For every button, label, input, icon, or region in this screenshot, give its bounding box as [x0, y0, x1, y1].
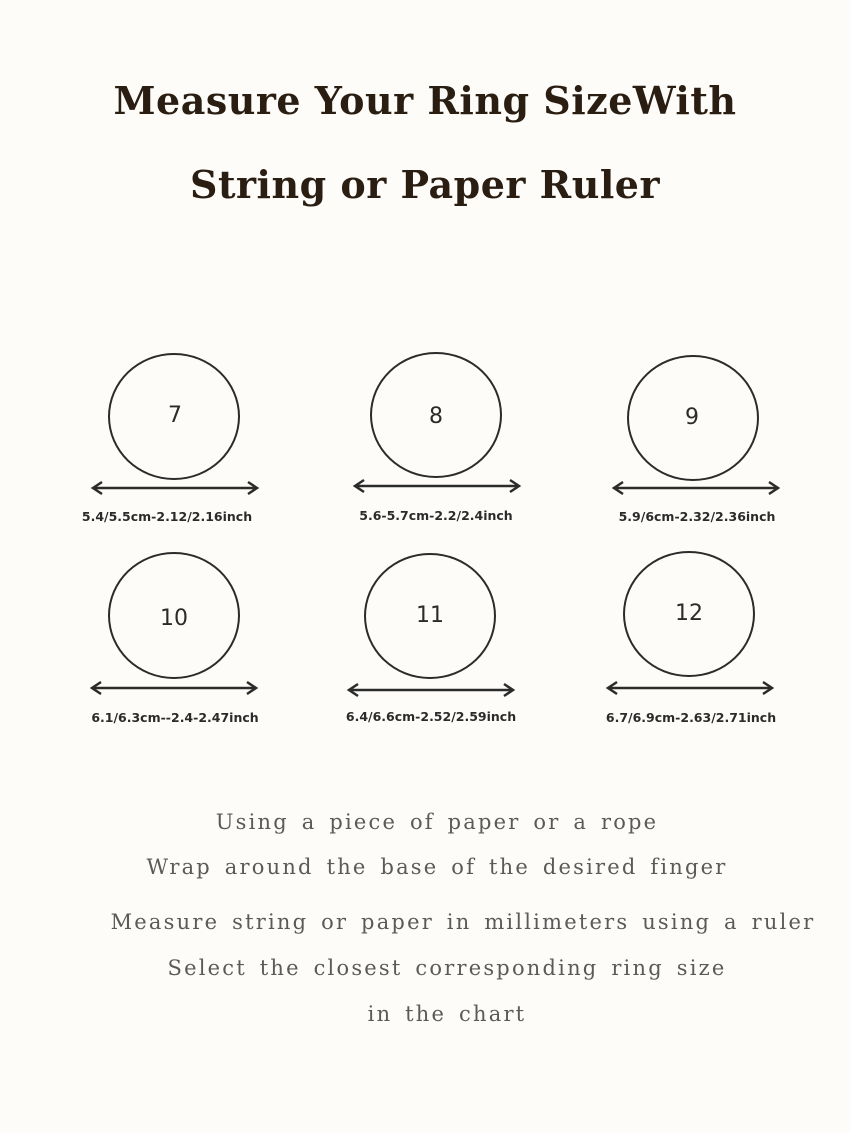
instruction-line-3: Measure string or paper in millimeters using a ruler [110, 910, 816, 934]
ring-size-number-11: 11 [416, 603, 444, 628]
ring-size-measurement-7: 5.4/5.5cm-2.12/2.16inch [81, 509, 253, 524]
double-arrow-icon [605, 681, 775, 695]
instruction-line-4: Select the closest corresponding ring size [167, 956, 727, 980]
ring-size-number-10: 10 [160, 606, 188, 631]
instruction-line-2: Wrap around the base of the desired finger [146, 855, 728, 879]
instruction-line-5: in the chart [367, 1002, 527, 1026]
double-arrow-icon [352, 479, 522, 493]
ring-size-number-7: 7 [168, 403, 182, 428]
double-arrow-icon [611, 481, 781, 495]
ring-size-measurement-9: 5.9/6cm-2.32/2.36inch [618, 509, 776, 524]
ring-size-measurement-11: 6.4/6.6cm-2.52/2.59inch [345, 709, 517, 724]
double-arrow-icon [90, 481, 260, 495]
ring-size-measurement-10: 6.1/6.3cm--2.4-2.47inch [91, 710, 259, 725]
double-arrow-icon [89, 681, 259, 695]
page-title-line-2: String or Paper Ruler [190, 162, 660, 207]
ring-size-measurement-12: 6.7/6.9cm-2.63/2.71inch [605, 710, 777, 725]
instruction-line-1: Using a piece of paper or a rope [215, 810, 659, 834]
ring-size-number-8: 8 [429, 404, 443, 429]
ring-size-measurement-8: 5.6-5.7cm-2.2/2.4inch [359, 508, 513, 523]
ring-size-number-12: 12 [675, 601, 703, 626]
ring-size-number-9: 9 [685, 405, 699, 430]
double-arrow-icon [346, 683, 516, 697]
page-title-line-1: Measure Your Ring SizeWith [113, 78, 737, 123]
